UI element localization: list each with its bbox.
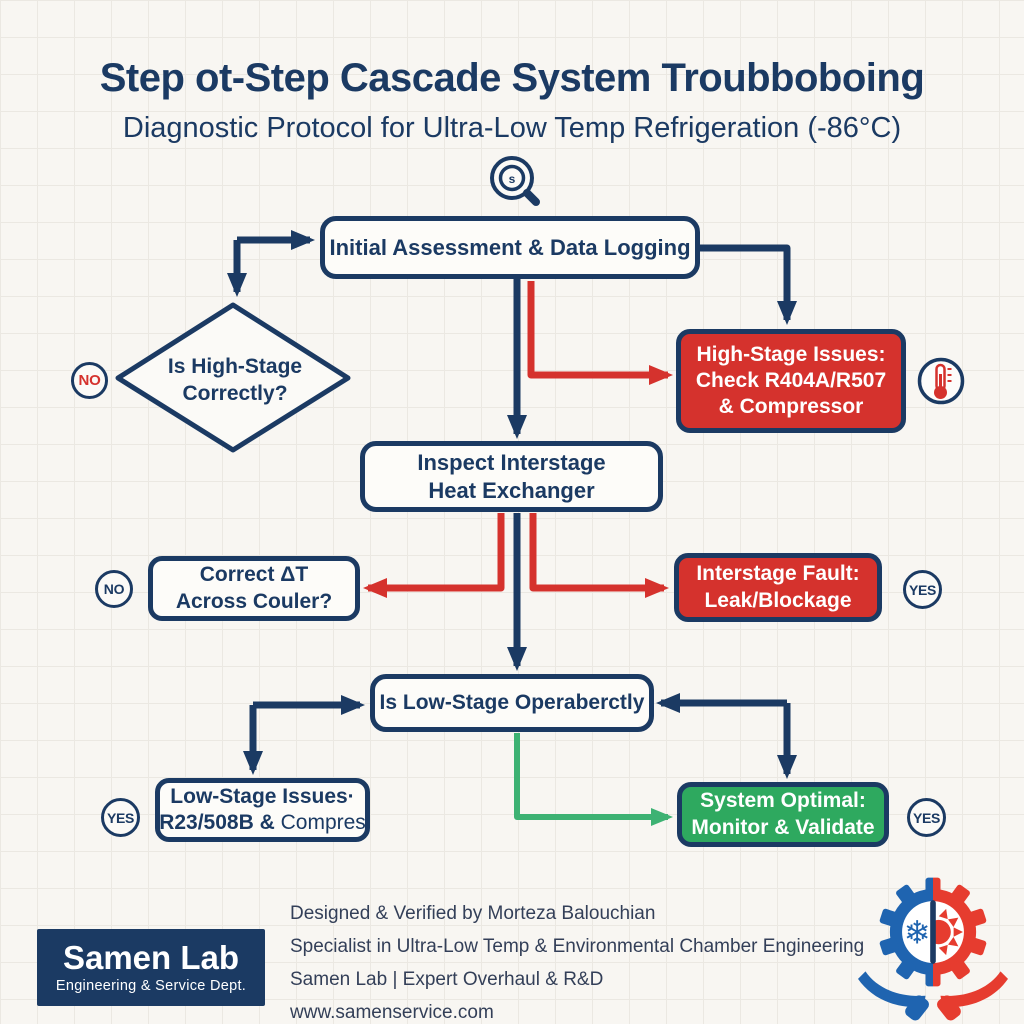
label-yes-low-stage — [101, 798, 140, 837]
label-no-delta-t — [95, 570, 133, 608]
box-low-stage-check — [370, 674, 654, 732]
connector-green-to-optimal — [517, 733, 668, 817]
thermometer-icon — [916, 356, 966, 406]
box-interstage-fault — [674, 553, 882, 622]
footer-credits — [290, 903, 864, 1024]
no-label-text: NO — [103, 581, 125, 597]
box-line: Initial Assessment & Data Logging — [329, 234, 691, 260]
label-no-high-stage — [71, 362, 108, 399]
footer-logo-title: Samen Lab — [62, 938, 240, 976]
website-text: www.samenservice.com — [290, 1002, 494, 1023]
box-line: Correctly? — [182, 382, 288, 405]
decision-high-stage-text — [130, 340, 340, 420]
page-title: Step ot-Step Cascade System Troubboboing — [99, 56, 925, 100]
footer-logo-subtitle: Engineering & Service Dept. — [55, 978, 247, 995]
box-correct-delta-t — [148, 556, 360, 621]
credit-line: Specialist in Ultra-Low Temp & Environmental Chamber Engineering — [290, 936, 865, 957]
yes-label-text: YES — [908, 581, 937, 598]
yes-label-text: YES — [912, 809, 941, 826]
box-line: System Optimal: — [700, 789, 866, 813]
box-line: Check R404A/R507 — [695, 368, 887, 392]
yes-label-text: YES — [106, 809, 135, 826]
credit-line: Designed & Verified by Morteza Balouchian — [290, 903, 656, 924]
box-line: & Compressor — [718, 395, 864, 419]
box-line: High-Stage Issues: — [696, 342, 886, 366]
box-line — [159, 810, 366, 836]
box-line: Across Couler? — [175, 589, 333, 613]
connector-initial-to-high-issues — [700, 248, 787, 320]
box-line: Leak/Blockage — [704, 588, 852, 612]
connector-red-to-high-issues — [531, 281, 668, 375]
box-line: Interstage Fault: — [696, 562, 860, 586]
gear-snowflake-sun-logo — [853, 872, 1013, 1022]
connector-red-to-delta-t — [368, 513, 501, 588]
box-system-optimal — [677, 782, 889, 847]
footer-logo — [37, 929, 265, 1006]
box-line: Correct ΔT — [199, 563, 309, 587]
box-line-light: Compres — [280, 811, 366, 834]
snowflake-icon: ❄ — [903, 914, 931, 951]
box-initial-assessment — [320, 216, 700, 279]
box-line: Low-Stage Issues· — [170, 784, 355, 808]
magnifier-letter: s — [508, 172, 516, 186]
connector-red-to-interstage-fault — [533, 513, 664, 588]
page-subtitle: Diagnostic Protocol for Ultra-Low Temp Refrigeration (-86°C) — [122, 112, 902, 144]
box-line: Is High-Stage — [167, 354, 303, 378]
no-label-text: NO — [78, 372, 101, 389]
label-yes-interstage — [903, 570, 942, 609]
magnifier-icon — [483, 152, 545, 212]
box-line: Inspect Interstage — [417, 450, 606, 475]
credit-line: Samen Lab | Expert Overhaul & R&D — [290, 969, 604, 990]
box-low-stage-issues — [155, 778, 370, 842]
box-line: Is Low-Stage Operaberctly — [379, 690, 645, 714]
box-line-bold: R23/508B & — [159, 811, 281, 834]
box-high-stage-issues — [676, 329, 906, 433]
box-line: Monitor & Validate — [691, 815, 875, 839]
box-inspect-interstage — [360, 441, 663, 512]
label-yes-optimal — [907, 798, 946, 837]
box-line: Heat Exchanger — [428, 477, 595, 503]
